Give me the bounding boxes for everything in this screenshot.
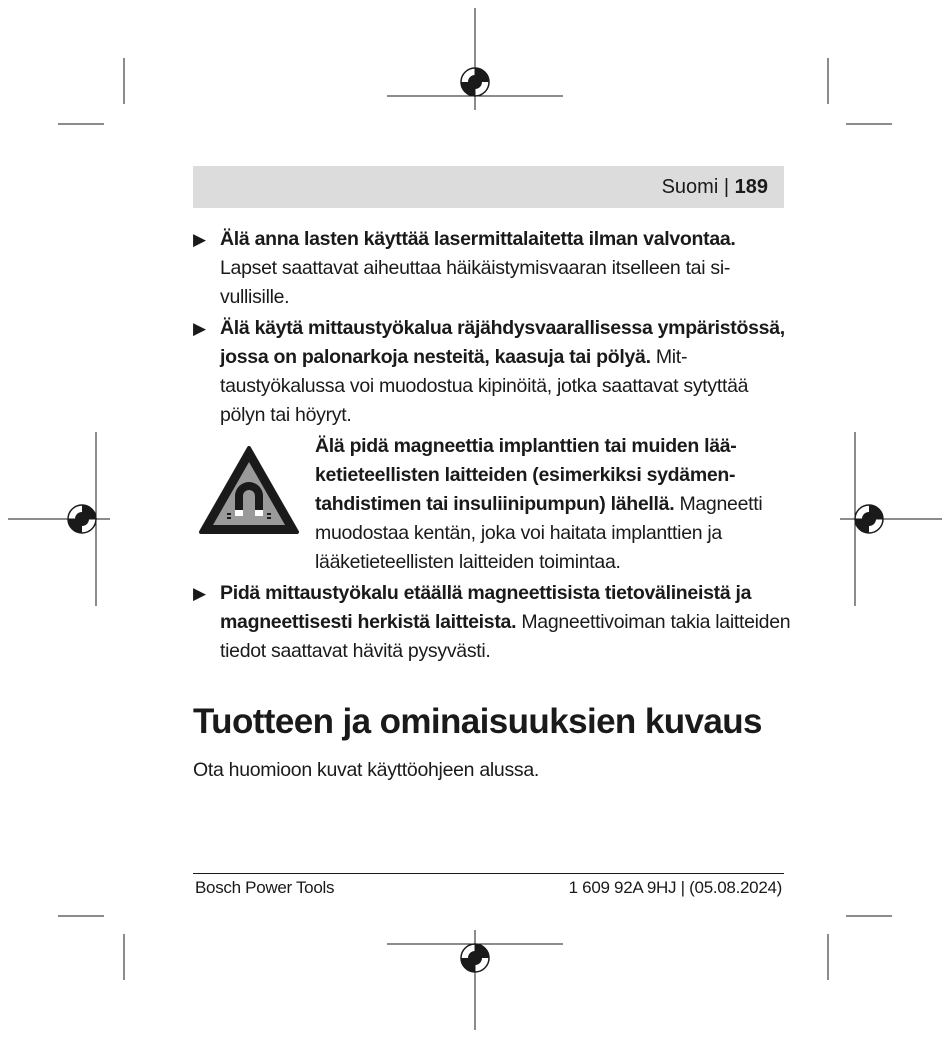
warning-bold: Pidä mittaustyökalu etäällä magneettisista tietovälineistä ja magneettisesti herkistä laitteista. xyxy=(220,582,752,633)
safety-warnings xyxy=(193,225,793,668)
warning-item xyxy=(193,314,793,430)
header-language: Suomi xyxy=(661,176,719,198)
warning-text: Lapset saattavat aiheuttaa häikäistymisvaaran itselleen tai sivullisille. xyxy=(220,257,731,308)
footer-rule xyxy=(193,873,784,874)
registration-mark-icon xyxy=(461,944,489,972)
magnet-warning-icon xyxy=(197,444,301,536)
warning-item xyxy=(193,579,793,666)
magnet-warning xyxy=(193,432,793,577)
warning-bold: Älä käytä mittaustyökalua räjähdysvaarallisessa ympäristössä, jossa on palonarkoja nesteitä, kaasuja tai pölyä. xyxy=(220,317,785,368)
warning-bold: Älä pidä magneettia implanttien tai muiden lääketieteellisten laitteiden (esimerkiksi sydämentahdistimen tai insuliinipumpun) lähellä. xyxy=(315,435,737,515)
registration-mark-icon xyxy=(461,68,489,96)
warning-text: Mittaustyökalussa voi muodostua kipinöitä, jotka saattavat sytyttää pölyn tai höyryt. xyxy=(220,346,749,426)
footer-doc-number: 1 609 92A 9HJ | (05.08.2024) xyxy=(568,878,782,897)
triangle-right-icon: ▶ xyxy=(193,584,206,603)
triangle-right-icon: ▶ xyxy=(193,319,206,338)
triangle-right-icon: ▶ xyxy=(193,230,206,249)
warning-item xyxy=(193,225,793,312)
header-text xyxy=(662,175,768,199)
registration-mark-icon xyxy=(68,505,96,533)
footer-brand: Bosch Power Tools xyxy=(195,878,335,897)
warning-bold: Älä anna lasten käyttää lasermittalaitetta ilman valvontaa. xyxy=(220,228,736,250)
registration-mark-icon xyxy=(855,505,883,533)
warning-text: Magneettivoiman takia laitteiden tiedot saattavat hävitä pysyvästi. xyxy=(220,611,791,662)
page-number: 189 xyxy=(734,176,768,198)
section-intro: Ota huomioon kuvat käyttöohjeen alussa. xyxy=(193,759,540,781)
section-title: Tuotteen ja ominaisuuksien kuvaus xyxy=(193,702,762,741)
page-header xyxy=(193,166,784,208)
warning-text: Magneetti muodostaa kentän, joka voi haitata implanttien ja lääketieteellisten laitteiden toimintaa. xyxy=(315,493,763,573)
header-separator: | xyxy=(723,176,730,198)
